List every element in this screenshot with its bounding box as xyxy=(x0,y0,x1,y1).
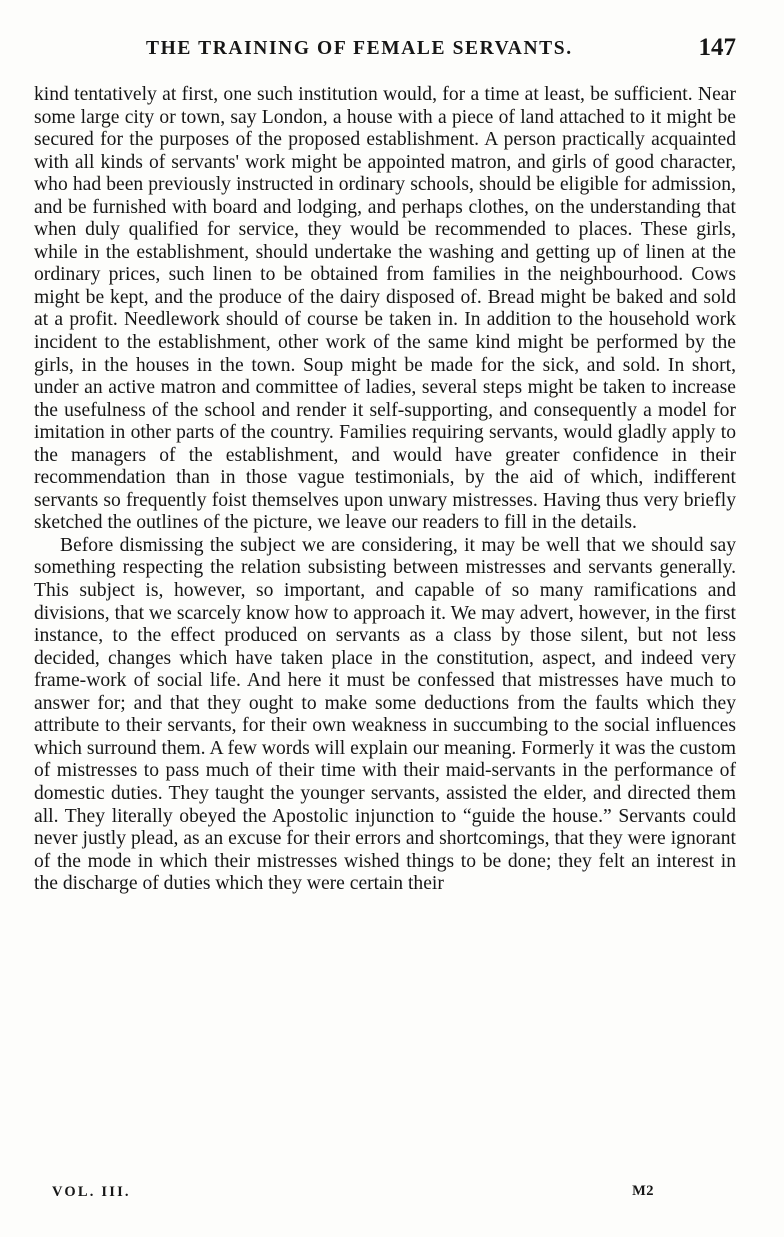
page-header xyxy=(34,34,736,64)
page-number: 147 xyxy=(698,34,736,61)
page-footer xyxy=(52,1184,654,1208)
body-text xyxy=(34,84,736,896)
paragraph-1: kind tentatively at first, one such institution would, for a time at least, be sufficient. Near some large city or town, say London, a house with a piece of land attached to it might be secured for the purposes of the proposed establishment. A person practically acquainted with all kinds of servants' work might be appointed matron, and girls of good character, who had been previously instructed in ordinary schools, should be eligible for admission, and be furnished with board and lodging, and perhaps clothes, on the understanding that when duly qualified for service, they would be recommended to places. These girls, while in the establishment, should undertake the washing and getting up of linen at the ordinary prices, such linen to be obtained from families in the neighbourhood. Cows might be kept, and the produce of the dairy disposed of. Bread might be baked and sold at a profit. Needlework should of course be taken in. In addition to the household work incident to the establishment, other work of the same kind might be performed by the girls, in the houses in the town. Soup might be made for the sick, and sold. In short, under an active matron and committee of ladies, several steps might be taken to increase the usefulness of the school and render it self-supporting, and consequently a model for imitation in other parts of the country. Families requiring servants, would gladly apply to the managers of the establishment, and would have greater confidence in their recommendation than in those vague testimonials, by the aid of which, indifferent servants so frequently foist themselves upon unwary mistresses. Having thus very briefly sketched the outlines of the picture, we leave our readers to fill in the details. xyxy=(34,84,736,534)
paragraph-2: Before dismissing the subject we are considering, it may be well that we should say something respecting the relation subsisting between mistresses and servants generally. This subject is, however, so important, and capable of so many ramifications and divisions, that we scarcely know how to approach it. We may advert, however, in the first instance, to the effect produced on servants as a class by those silent, but not less decided, changes which have taken place in the constitution, aspect, and indeed very frame-work of social life. And here it must be confessed that mistresses have much to answer for; and that they ought to make some deductions from the faults which they attribute to their servants, for their own weakness in succumbing to the social influences which surround them. A few words will explain our meaning. Formerly it was the custom of mistresses to pass much of their time with their maid-servants in the performance of domestic duties. They taught the younger servants, assisted the elder, and directed them all. They literally obeyed the Apostolic injunction to “guide the house.” Servants could never justly plead, as an excuse for their errors and shortcomings, that they were ignorant of the mode in which their mistresses wished things to be done; they felt an interest in the discharge of duties which they were certain their xyxy=(34,534,736,895)
signature-mark: M2 xyxy=(632,1183,654,1199)
volume-label: VOL. III. xyxy=(52,1184,131,1200)
running-title: THE TRAINING OF FEMALE SERVANTS. xyxy=(146,38,573,59)
